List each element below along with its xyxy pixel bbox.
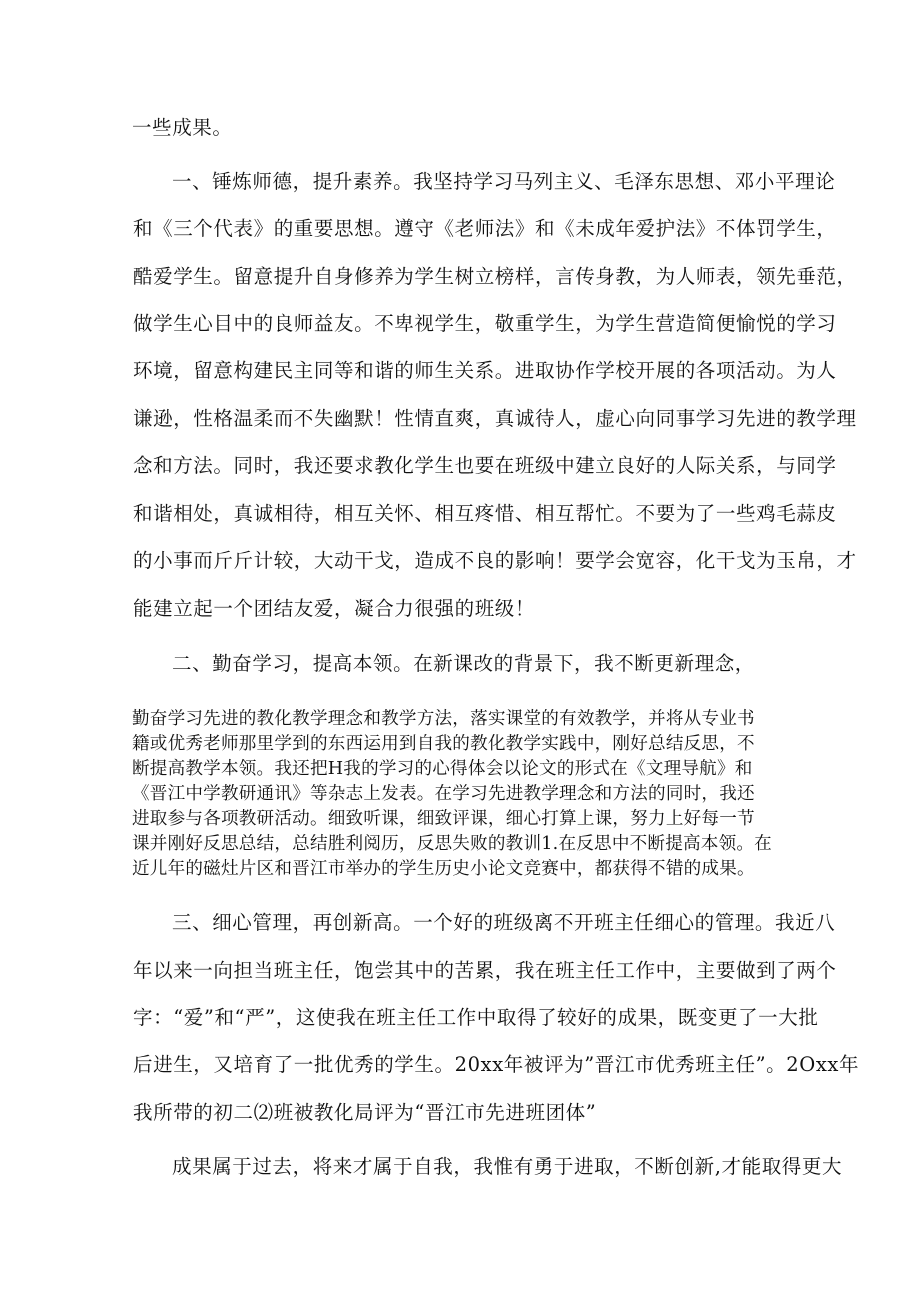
text-line: 谦逊，性格温柔而不失幽默！性情直爽，真诚待人，虚心向同事学习先进的教学理 bbox=[133, 407, 857, 430]
text-line: 勤奋学习先进的教化教学理念和教学方法，落实课堂的有效教学，并将从专业书 bbox=[132, 709, 755, 729]
text-line: 能建立起一个团结友爱，凝合力很强的班级！ bbox=[133, 597, 536, 620]
paragraph-3-start: 三、细心管理，再创新高。一个好的班级离不开班主任细心的管理。我近八 bbox=[172, 911, 836, 934]
paragraph-1-start: 一、锤炼师德，提升素养。我坚持学习马列主义、毛泽东思想、邓小平理论 bbox=[172, 170, 836, 193]
text-line: 断提高教学本领。我还把H我的学习的心得体会以论文的形式在《文理导航》和 bbox=[132, 759, 753, 779]
text-line: 进取参与各项教研活动。细致听课，细致评课，细心打算上课，努力上好每一节 bbox=[132, 809, 755, 829]
text-line: 做学生心目中的良师益友。不卑视学生，敬重学生，为学生营造简便愉悦的学习 bbox=[133, 312, 837, 335]
text-line: 年以来一向担当班主任，饱尝其中的苦累，我在班主任工作中，主要做到了两个 bbox=[133, 959, 837, 982]
text-line: 一些成果。 bbox=[132, 116, 233, 139]
text-line: 和《三个代表》的重要思想。遵守《老师法》和《未成年爱护法》不体罚学生， bbox=[133, 217, 837, 240]
paragraph-2-start: 二、勤奋学习，提高本领。在新课改的背景下，我不断更新理念， bbox=[172, 652, 755, 675]
text-line: 酷爱学生。留意提升自身修养为学生树立榜样，言传身教，为人师表，领先垂范， bbox=[133, 265, 857, 288]
text-line: 环境，留意构建民主同等和谐的师生关系。进取协作学校开展的各项活动。为人 bbox=[133, 359, 837, 382]
text-line: 字：“爱”和“严”，这使我在班主任工作中取得了较好的成果，既变更了一大批 bbox=[133, 1006, 819, 1029]
text-line: 《晋江中学教研通讯》等杂志上发表。在学习先进教学理念和方法的同时，我还 bbox=[132, 784, 755, 804]
text-line: 籍或优秀老师那里学到的东西运用到自我的教化教学实践中，刚好总结反思，不 bbox=[132, 734, 755, 754]
text-line: 和谐相处，真诚相待，相互关怀、相互疼惜、相互帮忙。不要为了一些鸡毛蒜皮 bbox=[133, 502, 837, 525]
text-line: 我所带的初二⑵班被教化局评为“晋江市先进班团体” bbox=[133, 1101, 597, 1124]
text-line: 的小事而斤斤计较，大动干戈，造成不良的影响！要学会宽容，化干戈为玉帛，才 bbox=[133, 549, 857, 572]
paragraph-4-start: 成果属于过去，将来才属于自我，我惟有勇于进取，不断创新,才能取得更大 bbox=[172, 1155, 843, 1178]
text-line: 后进生，又培育了一批优秀的学生。20xx年被评为”晋江市优秀班主任”。2Oxx年 bbox=[133, 1053, 860, 1076]
text-line: 课并刚好反思总结，总结胜利阅历，反思失败的教训1.在反思中不断提高本领。在 bbox=[132, 834, 772, 854]
text-line: 近儿年的磁灶片区和晋江市举办的学生历史小论文竞赛中，都获得不错的成果。 bbox=[132, 859, 755, 879]
text-line: 念和方法。同时，我还要求教化学生也要在班级中建立良好的人际关系，与同学 bbox=[133, 454, 837, 477]
